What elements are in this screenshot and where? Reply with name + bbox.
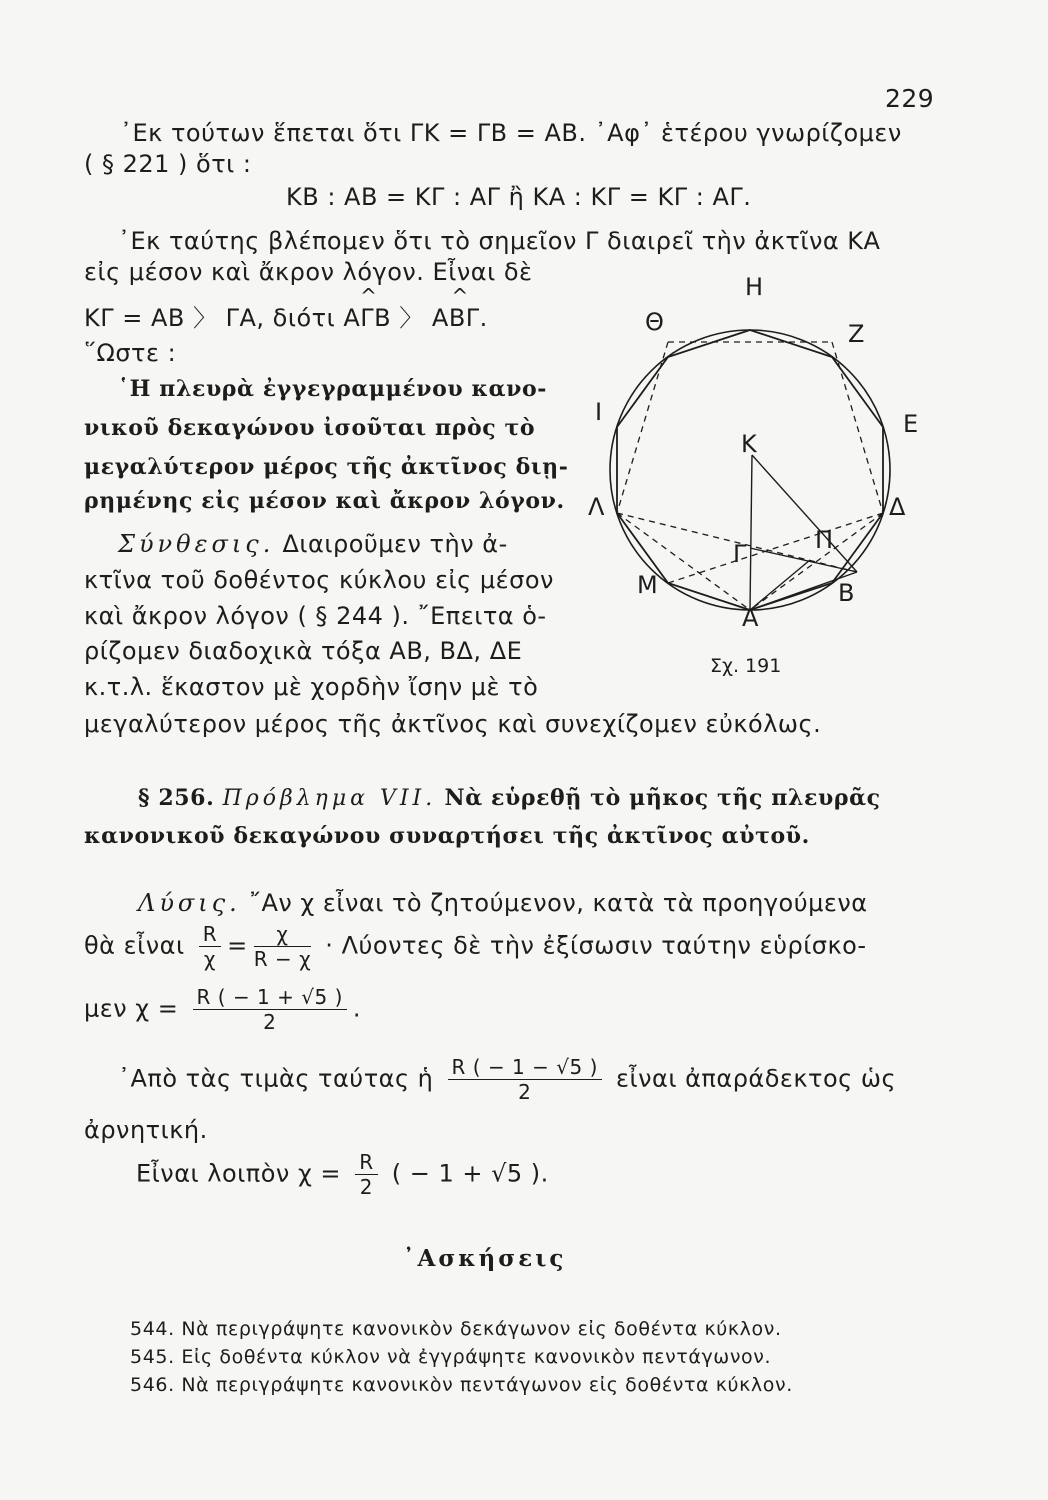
label-B: Β xyxy=(838,579,855,607)
section-heading: § 256. Πρόβλημα VII. Νὰ εὑρεθῇ τὸ μῆκος τῆς πλευρᾶς xyxy=(138,785,881,811)
figure-caption: Σχ. 191 xyxy=(710,655,782,677)
text-line: ᾿Εκ ταύτης βλέπομεν ὅτι τὸ σημεῖον Γ διαιρεῖ τὴν ἀκτῖνα ΚΑ xyxy=(118,227,881,255)
label-D: Δ xyxy=(889,493,906,521)
label-I: Ι xyxy=(595,398,603,426)
label-E: Ε xyxy=(903,410,919,438)
section-heading: κανονικοῦ δεκαγώνου συναρτήσει τῆς ἀκτῖνος αὐτοῦ. xyxy=(84,823,810,849)
theorem-line: μεγαλύτερον μέρος τῆς ἀκτῖνος διῃ- xyxy=(84,454,569,480)
text-line: ρίζομεν διαδοχικὰ τόξα ΑΒ, ΒΔ, ΔΕ xyxy=(84,637,523,665)
text-line: ἀρνητική. xyxy=(84,1116,208,1144)
text-line: Λύσις. ῎Αν χ εἶναι τὸ ζητούμενον, κατὰ τὰ προηγούμενα xyxy=(138,889,868,917)
theorem-line: ῾Η πλευρὰ ἐγγεγραμμένου κανο- xyxy=(118,376,548,402)
text-line: καὶ ἄκρον λόγον ( § 244 ). ῎Επειτα ὁ- xyxy=(84,602,547,630)
theorem-line: ρημένης εἰς μέσον καὶ ἄκρον λόγον. xyxy=(84,488,565,514)
equation-line: θὰ εἶναι $\frac{R}{\chi}$ = $\frac{\chi}{R - \chi}$ · Λύοντες δὲ τὴν ἐξίσωσιν ταύτην εὑρίσκο- xyxy=(84,922,867,971)
text-line: ῞Ωστε : xyxy=(84,339,177,367)
label-L: Λ xyxy=(588,493,605,521)
text-line: Σύνθεσις. Διαιροῦμεν τὴν ἀ- xyxy=(118,530,508,558)
label-G: Γ xyxy=(733,540,747,568)
text-line: κ.τ.λ. ἕκαστον μὲ χορδὴν ἴσην μὲ τὸ xyxy=(84,673,539,701)
text-line: ᾿Εκ τούτων ἕπεται ὅτι ΓΚ = ΓΒ = ΑΒ. ᾿Αφ᾿ ἑτέρου γνωρίζομεν xyxy=(120,119,902,147)
label-H: Η xyxy=(745,273,764,301)
label-Z: Ζ xyxy=(848,320,865,348)
decagon-figure xyxy=(585,270,930,690)
page-number: 229 xyxy=(885,84,935,113)
text-line: ΚΓ = ΑΒ 〉 ΓΑ, διότι ^ ΑΓΒ 〉 ^ ΑΒΓ. xyxy=(84,298,488,333)
arc-angle-ABG: ^ ΑΒΓ. xyxy=(432,304,488,332)
text-line: εἰς μέσον καὶ ἄκρον λόγον. Εἶναι δὲ xyxy=(84,258,533,286)
label-A: Α xyxy=(742,604,759,632)
label-P: Π xyxy=(815,526,834,554)
label-Th: Θ xyxy=(645,308,664,336)
equation-line: Εἶναι λοιπὸν χ = $\frac{R}{2}$ ( − 1 + √5 ). xyxy=(136,1150,549,1199)
label-M: Μ xyxy=(637,571,658,599)
theorem-line: νικοῦ δεκαγώνου ἰσοῦται πρὸς τὸ xyxy=(84,415,536,441)
exercise-item: 544. Νὰ περιγράψητε κανονικὸν δεκάγωνον εἰς δοθέντα κύκλον. xyxy=(130,1318,782,1340)
text-line: ΚΒ : ΑΒ = ΚΓ : ΑΓ ἢ ΚΑ : ΚΓ = ΚΓ : ΑΓ. xyxy=(286,183,752,211)
equation-line: μεν χ = $\frac{R ( - 1 + √5 )}{2}$ . xyxy=(84,985,362,1034)
equation-line: ᾿Απὸ τὰς τιμὰς ταύτας ἡ $\frac{R ( - 1 - √5 )}{2}$ εἶναι ἀπαράδεκτος ὡς xyxy=(118,1055,897,1104)
exercises-title: ᾿Ασκήσεις xyxy=(403,1245,567,1272)
exercise-item: 546. Νὰ περιγράψητε κανονικὸν πεντάγωνον εἰς δοθέντα κύκλον. xyxy=(130,1374,793,1396)
radius-KB xyxy=(752,455,857,572)
text-line: μεγαλύτερον μέρος τῆς ἀκτῖνος καὶ συνεχίζομεν εὐκόλως. xyxy=(84,710,822,738)
text-line: ( § 221 ) ὅτι : xyxy=(84,150,252,178)
radius-KA xyxy=(750,455,752,610)
arc-angle-AGB: ^ ΑΓΒ xyxy=(343,304,391,332)
segment-AP xyxy=(750,560,810,610)
label-K: Κ xyxy=(741,430,757,458)
exercise-item: 545. Εἰς δοθέντα κύκλον νὰ ἐγγράψητε κανονικὸν πεντάγωνον. xyxy=(130,1346,772,1368)
text-line: κτῖνα τοῦ δοθέντος κύκλου εἰς μέσον xyxy=(84,566,554,594)
